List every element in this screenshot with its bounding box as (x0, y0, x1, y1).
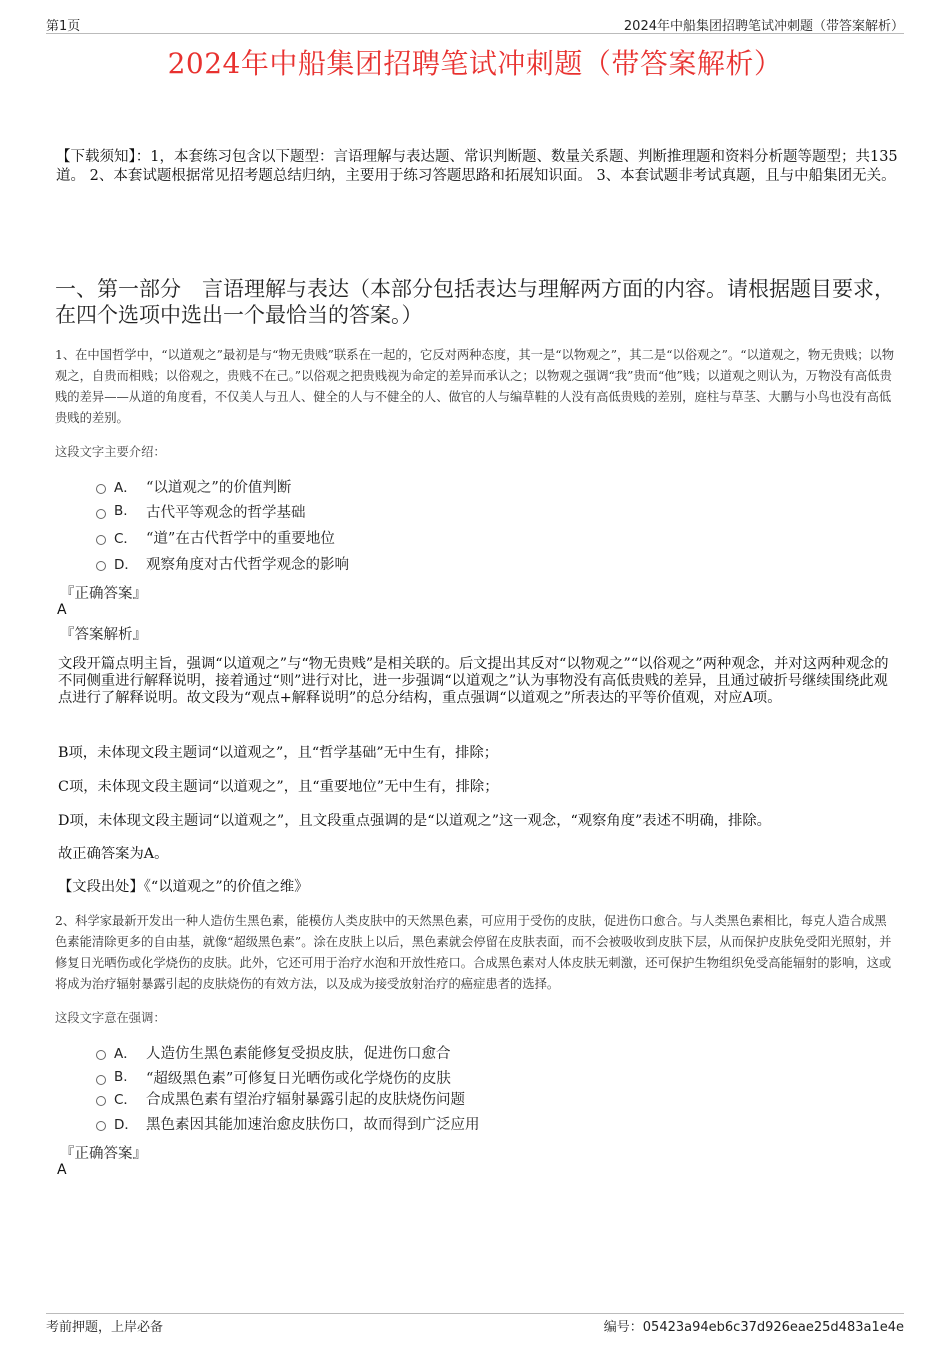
question-1-analysis-d: D项，未体现文段主题词“以道观之”，且文段重点强调的是“以道观之”这一观念，“观察角度”表述不明确，排除。 (58, 813, 771, 829)
radio-icon[interactable] (96, 561, 106, 571)
question-1-option-c[interactable] (96, 526, 335, 548)
page-header (46, 13, 904, 34)
question-1-answer: A (57, 602, 67, 618)
document-title: 2024年中船集团招聘笔试冲刺题（带答案解析） (167, 47, 783, 80)
option-text: “以道观之”的价值判断 (146, 479, 292, 496)
option-text: “道”在古代哲学中的重要地位 (146, 530, 335, 547)
footer-slogan: 考前押题，上岸必备 (46, 1320, 164, 1335)
option-text: 古代平等观念的哲学基础 (146, 504, 306, 521)
section-heading: 一、第一部分 言语理解与表达（本部分包括表达与理解两方面的内容。请根据题目要求，在四个选项中选出一个最恰当的答案。） (55, 277, 895, 327)
option-letter: B. (114, 503, 128, 519)
option-letter: B. (114, 1069, 128, 1085)
question-1-source: 【文段出处】《“以道观之”的价值之维》 (58, 879, 309, 895)
question-1-analysis-c: C项，未体现文段主题词“以道观之”，且“重要地位”无中生有，排除； (58, 779, 499, 795)
question-1-text: 1、在中国哲学中，“以道观之”最初是与“物无贵贱”联系在一起的，它反对两种态度，其一是“以物观之”，其二是“以俗观之”。“以道观之，物无贵贱；以物观之，自贵而相贱；以俗观之，贵贱不在己。”以俗观之把贵贱视为命定的差异而承认之；以物观之强调“我”贵而“他”贱；以道观之则认为，万物没有高低贵贱的差异——从道的角度看，不仅美人与丑人、健全的人与不健全的人、做官的人与编草鞋的人没有高低贵贱的差别，庭柱与草茎、大鹏与小鸟也没有高低贵贱的差别。 (55, 348, 895, 425)
question-1-analysis-b: B项，未体现文段主题词“以道观之”，且“哲学基础”无中生有，排除； (58, 745, 499, 761)
question-2-answer: A (57, 1162, 67, 1178)
option-text: 合成黑色素有望治疗辐射暴露引起的皮肤烧伤问题 (146, 1091, 465, 1108)
question-2-option-a[interactable] (96, 1041, 451, 1063)
radio-icon[interactable] (96, 484, 106, 494)
footer-doc-id: 编号：05423a94eb6c37d926eae25d483a1e4e (603, 1320, 904, 1335)
question-2-option-c[interactable] (96, 1087, 465, 1109)
option-text: “超级黑色素”可修复日光晒伤或化学烧伤的皮肤 (146, 1070, 451, 1087)
question-1-prompt: 这段文字主要介绍： (55, 445, 166, 459)
radio-icon[interactable] (96, 1121, 106, 1131)
page-footer (46, 1313, 904, 1334)
question-1-analysis-label: 『答案解析』 (60, 627, 147, 643)
question-2-answer-label: 『正确答案』 (60, 1146, 147, 1162)
option-text: 观察角度对古代哲学观念的影响 (146, 556, 349, 573)
question-1-option-d[interactable] (96, 552, 349, 574)
page-number: 第1页 (46, 19, 81, 34)
option-text: 黑色素因其能加速治愈皮肤伤口，故而得到广泛应用 (146, 1116, 480, 1133)
question-1-analysis-main: 文段开篇点明主旨，强调“以道观之”与“物无贵贱”是相关联的。后文提出其反对“以物观之”“以俗观之”两种观念，并对这两种观念的不同侧重进行解释说明，接着通过“则”进行对比，进一步强调“以道观之”认为事物没有高低贵贱的差异，且通过破折号继续围绕此观点进行了解释说明。故文段为“观点+解释说明”的总分结构，重点强调“以道观之”所表达的平等价值观，对应A项。 (58, 656, 889, 706)
radio-icon[interactable] (96, 535, 106, 545)
option-letter: C． (114, 531, 137, 547)
question-2-option-b[interactable] (96, 1066, 451, 1088)
option-text: 人造仿生黑色素能修复受损皮肤，促进伤口愈合 (146, 1045, 451, 1062)
radio-icon[interactable] (96, 509, 106, 519)
question-1-analysis-conclusion: 故正确答案为A。 (58, 846, 169, 862)
question-2-option-d[interactable] (96, 1112, 480, 1134)
question-2-prompt: 这段文字意在强调： (55, 1011, 166, 1025)
header-doc-title: 2024年中船集团招聘笔试冲刺题（带答案解析） (623, 19, 904, 34)
radio-icon[interactable] (96, 1075, 106, 1085)
download-notice: 【下载须知】：1，本套练习包含以下题型：言语理解与表达题、常识判断题、数量关系题、判断推理题和资料分析题等题型；共135道。 2、本套试题根据常见招考题总结归纳，主要用于练习答题思路和拓展知识面。 3、本套试题非考试真题，且与中船集团无关。 (56, 149, 898, 184)
question-1-answer-label: 『正确答案』 (60, 586, 147, 602)
radio-icon[interactable] (96, 1050, 106, 1060)
option-letter: C． (114, 1092, 137, 1108)
option-letter: A． (114, 1046, 137, 1062)
option-letter: D． (114, 1117, 138, 1133)
option-letter: D． (114, 557, 138, 573)
question-2-text: 2、科学家最新开发出一种人造仿生黑色素，能模仿人类皮肤中的天然黑色素，可应用于受伤的皮肤，促进伤口愈合。与人类黑色素相比，每克人造合成黑色素能清除更多的自由基，就像“超级黑色素”。涂在皮肤上以后，黑色素就会停留在皮肤表面，而不会被吸收到皮肤下层，从而保护皮肤免受阳光照射，并修复日光晒伤或化学烧伤的皮肤。此外，它还可用于治疗水泡和开放性疮口。合成黑色素对人体皮肤无刺激，还可保护生物组织免受高能辐射的影响，这或将成为治疗辐射暴露引起的皮肤烧伤的有效方法，以及成为接受放射治疗的癌症患者的选择。 (55, 914, 892, 991)
radio-icon[interactable] (96, 1096, 106, 1106)
question-1-option-b[interactable] (96, 500, 306, 522)
question-1-option-a[interactable] (96, 475, 291, 497)
option-letter: A． (114, 480, 137, 496)
